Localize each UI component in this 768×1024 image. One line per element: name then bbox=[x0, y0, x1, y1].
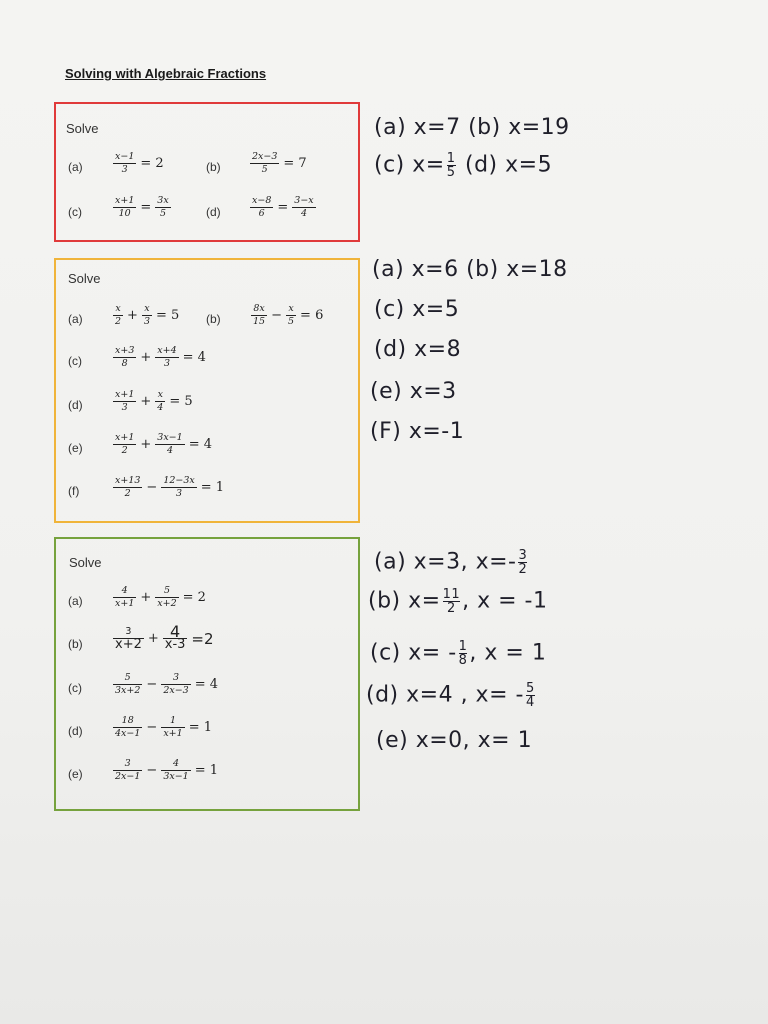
item-label: (a) bbox=[68, 312, 83, 326]
item-label: (d) bbox=[68, 724, 83, 738]
equation-1b bbox=[248, 151, 309, 176]
equation-1a bbox=[111, 151, 166, 176]
equation-1d bbox=[248, 195, 318, 220]
answer-box2-line2: (c) x=5 bbox=[374, 297, 460, 322]
rhs: = 2 bbox=[140, 156, 164, 171]
answer-box2-line1: (a) x=6 (b) x=18 bbox=[372, 257, 568, 282]
solve-heading-1: Solve bbox=[66, 121, 99, 136]
numerator: 3x bbox=[157, 195, 169, 206]
item-label: (c) bbox=[68, 354, 82, 368]
equation-3b: $\frac{3}{x+2}$ + $\frac{4}{x-3}$ =2 bbox=[115, 622, 214, 652]
operator: = bbox=[277, 200, 289, 215]
answer-box3-b: (b) x= $\frac{11}{2}$ , x = -1 bbox=[368, 587, 548, 616]
denominator: 5 bbox=[159, 208, 166, 219]
numerator: 2x−3 bbox=[252, 151, 278, 162]
item-label: (a) bbox=[68, 160, 83, 174]
page-title: Solving with Algebraic Fractions bbox=[65, 66, 267, 81]
denominator: 3 bbox=[121, 164, 128, 175]
numerator: x+1 bbox=[115, 195, 135, 206]
answer-box2-line3: (d) x=8 bbox=[374, 337, 462, 362]
item-label: (d) bbox=[68, 398, 83, 412]
answer-box2-line4: (e) x=3 bbox=[370, 379, 457, 404]
equation-2e: $\frac{x+1}{2}$ + $\frac{3x-1}{4}$ = 4 bbox=[115, 432, 212, 456]
numerator: 3−x bbox=[294, 195, 314, 206]
item-label: (f) bbox=[68, 484, 80, 498]
item-label: (c) bbox=[68, 681, 82, 695]
solve-heading-2: Solve bbox=[68, 271, 101, 286]
solve-heading-3: Solve bbox=[69, 555, 102, 570]
equation-3a: $\frac{4}{x+1}$ + $\frac{5}{x+2}$ = 2 bbox=[115, 585, 206, 609]
equation-3d: $\frac{18}{4x-1}$ − $\frac{1}{x+1}$ = 1 bbox=[115, 715, 212, 739]
answer-box3-e: (e) x=0, x= 1 bbox=[376, 728, 533, 753]
equation-2d: $\frac{x+1}{3}$ + $\frac{x}{4}$ = 5 bbox=[115, 389, 193, 413]
answer-box3-c: (c) x= - $\frac{1}{8}$ , x = 1 bbox=[370, 639, 547, 668]
denominator: 4 bbox=[300, 208, 307, 219]
answer-box3-a: (a) x=3, x=- $\frac{3}{2}$ bbox=[374, 548, 528, 577]
item-label: (b) bbox=[206, 312, 221, 326]
item-label: (c) bbox=[68, 205, 82, 219]
item-label: (e) bbox=[68, 767, 83, 781]
equation-1c bbox=[111, 195, 173, 220]
answer-box1-line2: (c) x= $\frac{1}{5}$ (d) x=5 bbox=[374, 151, 553, 180]
denominator: 10 bbox=[118, 208, 131, 219]
denominator: 5 bbox=[261, 164, 268, 175]
item-label: (d) bbox=[206, 205, 221, 219]
equation-2f: $\frac{x+13}{2}$ − $\frac{12-3x}{3}$ = 1 bbox=[115, 475, 225, 499]
answer-box2-line5: (F) x=-1 bbox=[370, 419, 465, 444]
operator: = bbox=[140, 200, 152, 215]
answer-box3-d: (d) x=4 , x= - $\frac{5}{4}$ bbox=[366, 681, 535, 710]
answer-box1-line1: (a) x=7 (b) x=19 bbox=[374, 115, 570, 140]
equation-2a: $\frac{x}{2}$ + $\frac{x}{3}$ = 5 bbox=[115, 303, 180, 327]
item-label: (b) bbox=[68, 637, 83, 651]
rhs: = 7 bbox=[283, 156, 307, 171]
equation-2b: $\frac{8x}{15}$ − $\frac{x}{5}$ = 6 bbox=[253, 303, 324, 327]
equation-2c: $\frac{x+3}{8}$ + $\frac{x+4}{3}$ = 4 bbox=[115, 345, 206, 369]
equation-3c: $\frac{5}{3x+2}$ − $\frac{3}{2x-3}$ = 4 bbox=[115, 672, 219, 696]
item-label: (e) bbox=[68, 441, 83, 455]
item-label: (a) bbox=[68, 594, 83, 608]
numerator: x−1 bbox=[115, 151, 135, 162]
denominator: 6 bbox=[258, 208, 265, 219]
numerator: x−8 bbox=[252, 195, 272, 206]
equation-3e: $\frac{3}{2x-1}$ − $\frac{4}{3x-1}$ = 1 bbox=[115, 758, 219, 782]
item-label: (b) bbox=[206, 160, 221, 174]
